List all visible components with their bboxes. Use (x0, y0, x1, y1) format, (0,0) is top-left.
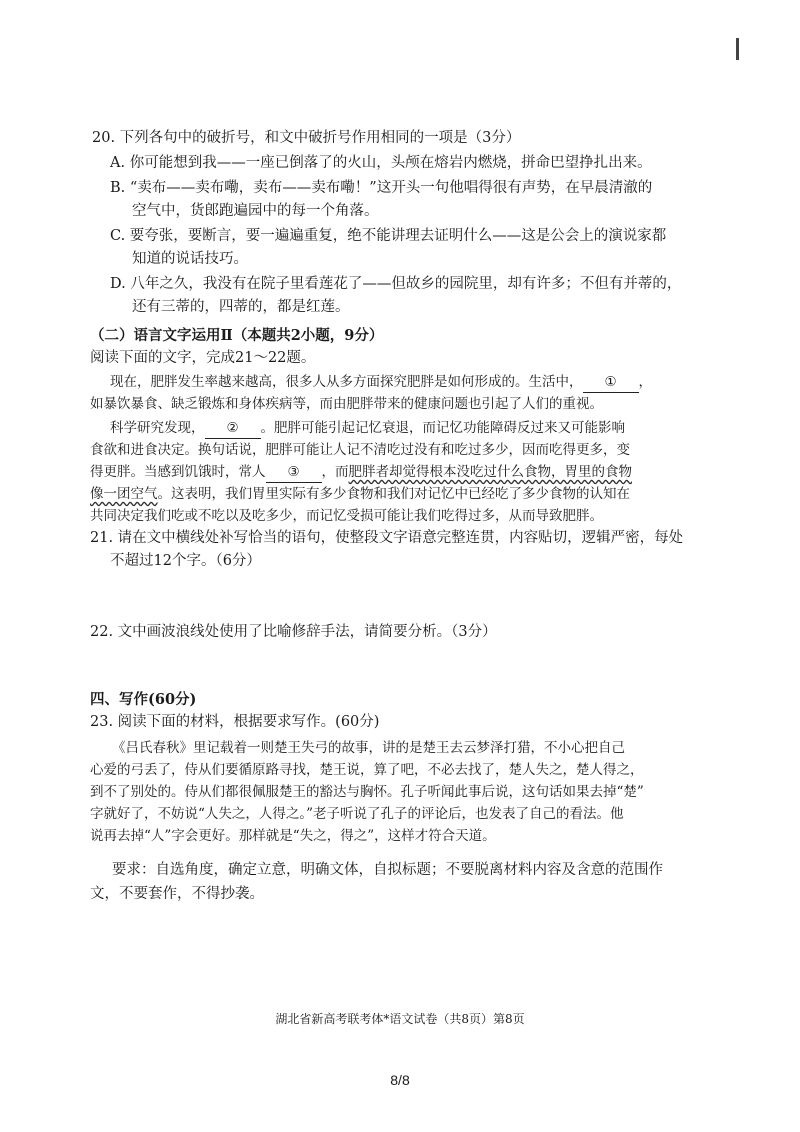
q21-line1: 21. 请在文中横线处补写恰当的语句，使整段文字语意完整连贯，内容贴切，逻辑严密，每处 (90, 530, 684, 546)
q20-option-c-line2: 知道的说话技巧。 (132, 251, 248, 267)
passage-text: ，而 (321, 464, 349, 480)
passage-line6 (90, 484, 630, 504)
material-line2: 心爱的弓丢了，侍从们要循原路寻找，楚王说，算了吧，不必去找了，楚人失之，楚人得之， (90, 762, 644, 778)
exam-footer: 湖北省新高考联考体*语文试卷（共8页）第8页 (275, 1012, 525, 1026)
section2-title: （二）语言文字运用Ⅱ（本题共2小题，9分） (90, 327, 384, 344)
q23-stem: 23. 阅读下面的材料，根据要求写作。(60分) (90, 714, 380, 730)
scan-mark (736, 38, 739, 60)
passage-line7: 共同决定我们吃或不吃以及吃多少，而记忆受损可能让我们吃得过多，从而导致肥胖。 (90, 508, 603, 524)
blank-3: ③ (266, 462, 322, 483)
q20-option-b-line1: B. “卖布——卖布嘞，卖布——卖布嘞！”这开头一句他唱得很有声势，在早晨清澈的 (110, 180, 653, 196)
passage-line2: 如暴饮暴食、缺乏锻炼和身体疾病等，而由肥胖带来的健康问题也引起了人们的重视。 (90, 396, 603, 412)
passage-text: 现在，肥胖发生率越来越高，很多人从多方面探究肥胖是如何形成的。生活中， (110, 374, 583, 390)
passage-text: 科学研究发现， (110, 420, 205, 436)
wavy-underline-text: 像一团空气 (90, 486, 158, 502)
q20-option-d-line2: 还有三蒂的，四蒂的，都是红莲。 (132, 299, 350, 315)
wavy-underline-text: 肥胖者却觉得根本没吃过什么食物，胃里的食物 (348, 464, 632, 480)
q20-option-a: A. 你可能想到我——一座已倒落了的火山，头颅在熔岩内燃烧，拼命巴望挣扎出来。 (110, 155, 652, 171)
page-number: 8/8 (390, 1072, 410, 1088)
passage-text: ， (638, 374, 652, 390)
material-line1: 《吕氏春秋》里记载着一则楚王失弓的故事，讲的是楚王去云梦泽打猎，不小心把自己 (112, 740, 625, 756)
blank-1: ① (583, 372, 639, 393)
passage-text: 得更胖。当感到饥饿时，常人 (90, 464, 266, 480)
q20-option-c-line1: C. 要夸张，要断言，要一遍遍重复，绝不能讲理去证明什么——这是公会上的演说家都 (110, 228, 667, 244)
passage-text: 。肥胖可能引起记忆衰退，而记忆功能障碍反过来又可能影响 (260, 420, 625, 436)
section2-intro: 阅读下面的文字，完成21～22题。 (90, 350, 316, 366)
passage-text: 。这表明，我们胃里实际有多少食物和我们对记忆中已经吃了多少食物的认知在 (157, 486, 630, 502)
passage-line4: 食欲和进食决定。换句话说，肥胖可能让人记不清吃过没有和吃过多少，因而吃得更多，变 (90, 442, 630, 458)
requirement-line1: 要求：自选角度，确定立意，明确文体，自拟标题；不要脱离材料内容及含意的范围作 (112, 862, 663, 878)
q21-line2: 不超过12个字。（6分） (110, 553, 261, 569)
passage-line5 (90, 462, 632, 483)
q20-stem: 20. 下列各句中的破折号，和文中破折号作用相同的一项是（3分） (92, 130, 521, 146)
material-line5: 说再去掉“人”字会更好。那样就是“失之，得之”，这样才符合天道。 (90, 828, 496, 844)
q22-line1: 22. 文中画波浪线处使用了比喻修辞手法，请简要分析。（3分） (90, 624, 497, 640)
passage-line1 (110, 372, 652, 393)
material-line3: 到不了别处的。侍从们都很佩服楚王的豁达与胸怀。孔子听闻此事后说，这句话如果去掉“楚” (90, 784, 644, 800)
material-line4: 字就好了，不妨说“人失之，人得之。”老子听说了孔子的评论后，也发表了自己的看法。他 (90, 806, 624, 822)
section4-title: 四、写作(60分) (90, 691, 197, 708)
q20-option-b-line2: 空气中，货郎跑遍园中的每一个角落。 (132, 203, 379, 219)
requirement-line2: 文，不要套作，不得抄袭。 (90, 886, 264, 902)
q20-option-d-line1: D. 八年之久，我没有在院子里看莲花了——但故乡的园院里，却有许多；不但有并蒂的， (110, 276, 682, 292)
passage-line3 (110, 418, 625, 439)
blank-2: ② (205, 418, 261, 439)
